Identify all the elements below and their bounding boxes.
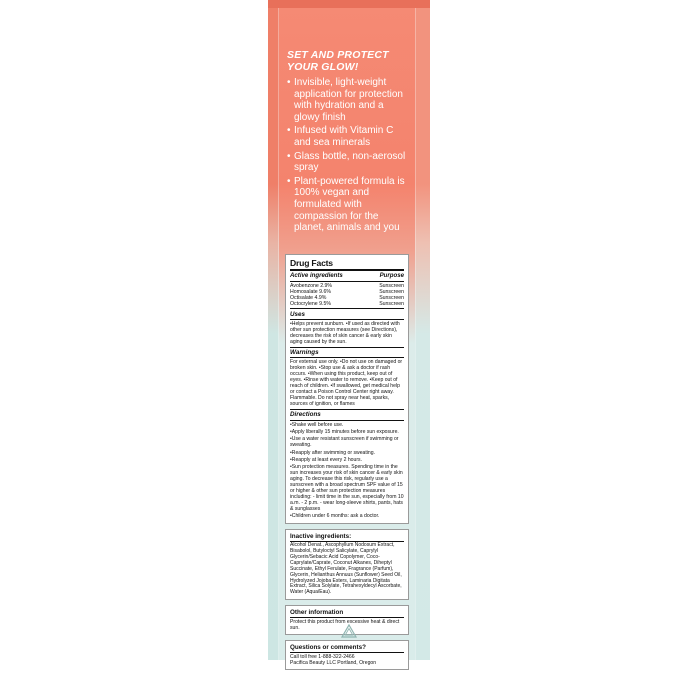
directions-line: •Children under 6 months: ask a doctor. xyxy=(290,513,380,520)
package-left-spine xyxy=(268,8,279,660)
drug-facts-rule xyxy=(290,420,404,421)
inactive-ingredients-heading: Inactive ingredients: xyxy=(290,532,352,540)
other-information-text: Protect this product from excessive heat & direct sun. xyxy=(290,619,400,632)
directions-line: •Sun protection measures. Spending time in the sun increases your risk of skin cancer & early skin aging. To decrease this risk, regularly use a sunscreen with a broad spectrum SPF value of 15 or higher & other sun protection measures including: - limit time in the sun, especially from 10 a.m. - 2 p.m. - wear long-sleeve shirts, pants, hats & sunglasses xyxy=(290,463,404,512)
product-package-panel xyxy=(268,0,430,667)
drug-facts-rule xyxy=(290,308,404,309)
marketing-bullet: • Invisible, light-weight application for protection with hydration and a glowy finish xyxy=(287,77,407,123)
active-ingredient-name: Homosalate 9.6% xyxy=(290,288,331,295)
purpose-heading: Purpose xyxy=(379,272,404,280)
directions-line: •Reapply at least every 2 hours. xyxy=(290,456,363,463)
directions-heading: Directions xyxy=(290,411,321,419)
drug-facts-title: Drug Facts xyxy=(290,257,333,268)
other-information-heading: Other information xyxy=(290,608,344,616)
active-ingredient-name: Octocrylene 9.5% xyxy=(290,300,331,307)
panel-rule xyxy=(290,617,404,618)
active-ingredient-purpose: Sunscreen xyxy=(379,294,404,301)
uses-text: •Helps prevent sunburn. •If used as directed with other sun protection measures (see Directions), decreases the risk of skin cancer & early skin aging caused by the sun. xyxy=(290,321,400,346)
drug-facts-rule xyxy=(290,269,404,271)
active-ingredient-name: Octisalate 4.9% xyxy=(290,294,327,301)
drug-facts-rule xyxy=(290,281,404,282)
drug-facts-rule xyxy=(290,357,404,358)
active-ingredient-purpose: Sunscreen xyxy=(379,288,404,295)
active-ingredients-heading: Active ingredients xyxy=(290,272,343,280)
package-front-content xyxy=(279,8,415,667)
marketing-bullet: • Infused with Vitamin C and sea minerals xyxy=(287,125,407,148)
questions-heading: Questions or comments? xyxy=(290,643,366,651)
directions-line: •Reapply after swimming or sweating. xyxy=(290,449,376,456)
directions-line: •Shake well before use. xyxy=(290,422,344,429)
active-ingredient-purpose: Sunscreen xyxy=(379,300,404,307)
directions-line: •Apply liberally 15 minutes before sun exposure. xyxy=(290,429,399,436)
inactive-ingredients-text: Alcohol Denat., Ascophyllum Nodosum Extract, Bisabolol, Butyloctyl Salicylate, Caprylyl Glycerin/Sebacic Acid Copolymer, Coco- Caprylate/Caprate, Coconut Alkanes, Diheptyl Succinate, Ethyl Ferulate, Fragrance (Parfum), Glycerin, Helianthus Annuus (Sunflower) Seed Oil, Hydrolyzed Jojoba Esters, Laminaria Digitata Extract, Silica Solylate, Tetrahexyldecyl Ascorbate, Water (Aqua/Eau). xyxy=(290,542,402,596)
drug-facts-rule xyxy=(290,409,404,410)
marketing-bullet: • Glass bottle, non-aerosol spray xyxy=(287,151,407,174)
questions-phone-text: Call toll free 1-888-322-2466 xyxy=(290,654,355,661)
drug-facts-rule xyxy=(290,319,404,320)
directions-line: •Use a water resistant sunscreen if swimming or sweating. xyxy=(290,436,399,449)
uses-heading: Uses xyxy=(290,310,306,318)
marketing-headline: SET AND PROTECT YOUR GLOW! xyxy=(287,49,389,73)
questions-panel xyxy=(285,640,409,670)
package-right-spine xyxy=(415,8,430,660)
active-ingredient-row xyxy=(290,301,404,307)
active-ingredient-purpose: Sunscreen xyxy=(379,282,404,289)
marketing-copy xyxy=(279,8,415,242)
active-ingredient-name: Avobenzone 2.9% xyxy=(290,282,333,289)
company-address-text: Pacifica Beauty LLC Portland, Oregon xyxy=(290,660,377,667)
package-top-cap xyxy=(268,0,430,8)
warnings-heading: Warnings xyxy=(290,349,319,357)
drug-facts-rule xyxy=(290,347,404,348)
panel-rule xyxy=(290,652,404,653)
warnings-text: For external use only. •Do not use on damaged or broken skin. •Stop use & ask a doctor if rash occurs. •When using this product, keep out of eyes. •Rinse with water to remove. •Keep out of reach of children. •If swallowed, get medical help or contact a Poison Control Center right away. Flammable. Do not spray near heat, sparks, sources of ignition, or flames xyxy=(290,359,403,408)
marketing-bullet-list xyxy=(287,77,407,234)
active-ingredients-header xyxy=(290,272,404,279)
marketing-bullet: • Plant-powered formula is 100% vegan and formulated with compassion for the planet, animals and you xyxy=(287,176,407,234)
inactive-ingredients-panel xyxy=(285,529,409,600)
drug-facts-panel xyxy=(285,254,409,524)
recycle-triangle-icon xyxy=(341,624,357,638)
